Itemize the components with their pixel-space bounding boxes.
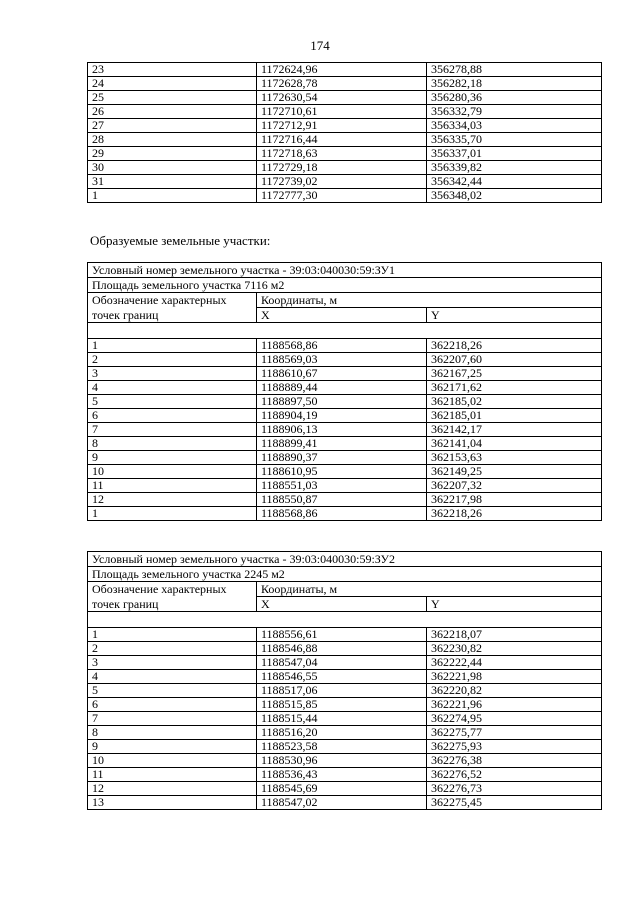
y-coordinate-cell: 362142,17: [427, 423, 602, 437]
point-number-cell: 1: [88, 339, 257, 353]
x-coordinate-cell: 1188547,02: [257, 796, 427, 810]
y-coordinate-cell: 362222,44: [427, 656, 602, 670]
x-coordinate-cell: 1188515,44: [257, 712, 427, 726]
table-row: [88, 768, 602, 782]
table-row: [88, 395, 602, 409]
parcel-title: Условный номер земельного участка - 39:03:040030:59:ЗУ2: [88, 552, 602, 567]
y-coordinate-cell: 356282,18: [427, 77, 602, 91]
y-coordinate-cell: 362274,95: [427, 712, 602, 726]
y-column-header: Y: [427, 308, 602, 323]
point-number-cell: 1: [88, 507, 257, 521]
point-number-cell: 24: [88, 77, 257, 91]
x-coordinate-cell: 1188546,88: [257, 642, 427, 656]
point-number-cell: 10: [88, 465, 257, 479]
coordinates-header: Координаты, м: [257, 293, 602, 308]
table-row: [88, 726, 602, 740]
table-row: [88, 628, 602, 642]
point-number-cell: 28: [88, 133, 257, 147]
y-coordinate-cell: 362275,45: [427, 796, 602, 810]
y-coordinate-cell: 362275,77: [427, 726, 602, 740]
y-coordinate-cell: 362218,07: [427, 628, 602, 642]
table-row: [88, 367, 602, 381]
x-coordinate-cell: 1188890,37: [257, 451, 427, 465]
y-coordinate-cell: 362276,73: [427, 782, 602, 796]
point-number-cell: 5: [88, 395, 257, 409]
point-number-cell: 9: [88, 451, 257, 465]
x-coordinate-cell: 1172710,61: [257, 105, 427, 119]
y-coordinate-cell: 356332,79: [427, 105, 602, 119]
table-row: [88, 796, 602, 810]
point-number-cell: 8: [88, 726, 257, 740]
table-row: [88, 381, 602, 395]
y-coordinate-cell: 362185,01: [427, 409, 602, 423]
y-coordinate-cell: 362185,02: [427, 395, 602, 409]
y-coordinate-cell: 362171,62: [427, 381, 602, 395]
point-number-cell: 4: [88, 381, 257, 395]
x-coordinate-cell: 1188550,87: [257, 493, 427, 507]
parcel-zu2-rows: [88, 628, 602, 810]
table-row: [88, 656, 602, 670]
x-coordinate-cell: 1172712,91: [257, 119, 427, 133]
point-number-cell: 8: [88, 437, 257, 451]
x-coordinate-cell: 1172777,30: [257, 189, 427, 203]
x-coordinate-cell: 1188610,95: [257, 465, 427, 479]
table-row: [88, 91, 602, 105]
point-number-cell: 11: [88, 479, 257, 493]
x-column-header: X: [257, 597, 427, 612]
point-designation-header-line2: точек границ: [88, 308, 257, 323]
y-coordinate-cell: 362218,26: [427, 339, 602, 353]
y-coordinate-cell: 356337,01: [427, 147, 602, 161]
point-number-cell: 3: [88, 367, 257, 381]
table-row: [88, 684, 602, 698]
point-number-cell: 26: [88, 105, 257, 119]
y-coordinate-cell: 362275,93: [427, 740, 602, 754]
x-coordinate-cell: 1188517,06: [257, 684, 427, 698]
x-coordinate-cell: 1188889,44: [257, 381, 427, 395]
point-number-cell: 1: [88, 189, 257, 203]
table-row: [88, 63, 602, 77]
table-row: [88, 782, 602, 796]
table-row: [88, 670, 602, 684]
y-coordinate-cell: 356278,88: [427, 63, 602, 77]
x-coordinate-cell: 1188515,85: [257, 698, 427, 712]
point-number-cell: 6: [88, 698, 257, 712]
y-coordinate-cell: 356348,02: [427, 189, 602, 203]
parcel-area: Площадь земельного участка 7116 м2: [88, 278, 602, 293]
x-coordinate-cell: 1188530,96: [257, 754, 427, 768]
point-number-cell: 4: [88, 670, 257, 684]
table-row: [88, 339, 602, 353]
y-coordinate-cell: 356280,36: [427, 91, 602, 105]
coordinates-header: Координаты, м: [257, 582, 602, 597]
table-row: [88, 189, 602, 203]
continuation-table-body: [88, 63, 602, 203]
x-coordinate-cell: 1188610,67: [257, 367, 427, 381]
table-row: [88, 712, 602, 726]
table-row: [88, 754, 602, 768]
table-row: [88, 437, 602, 451]
point-number-cell: 6: [88, 409, 257, 423]
x-coordinate-cell: 1188568,86: [257, 507, 427, 521]
point-number-cell: 2: [88, 642, 257, 656]
table-row: [88, 479, 602, 493]
y-coordinate-cell: 356339,82: [427, 161, 602, 175]
table-row: [88, 147, 602, 161]
point-number-cell: 29: [88, 147, 257, 161]
section-caption: Образуемые земельные участки:: [90, 233, 271, 248]
table-row: [88, 507, 602, 521]
x-coordinate-cell: 1188899,41: [257, 437, 427, 451]
table-row: [88, 353, 602, 367]
spacer-row: [88, 612, 602, 628]
x-coordinate-cell: 1188556,61: [257, 628, 427, 642]
y-column-header: Y: [427, 597, 602, 612]
parcel-zu1-table: [87, 262, 602, 521]
table-row: [88, 133, 602, 147]
point-number-cell: 13: [88, 796, 257, 810]
x-coordinate-cell: 1172718,63: [257, 147, 427, 161]
x-coordinate-cell: 1188546,55: [257, 670, 427, 684]
y-coordinate-cell: 356342,44: [427, 175, 602, 189]
y-coordinate-cell: 362276,38: [427, 754, 602, 768]
point-number-cell: 2: [88, 353, 257, 367]
y-coordinate-cell: 362207,60: [427, 353, 602, 367]
y-coordinate-cell: 362218,26: [427, 507, 602, 521]
point-designation-header: Обозначение характерных: [88, 582, 257, 597]
spacer-row: [88, 323, 602, 339]
point-number-cell: 30: [88, 161, 257, 175]
parcel-zu2-table: [87, 551, 602, 810]
table-row: [88, 105, 602, 119]
y-coordinate-cell: 362141,04: [427, 437, 602, 451]
table-row: [88, 451, 602, 465]
point-designation-header-line2: точек границ: [88, 597, 257, 612]
x-coordinate-cell: 1172630,54: [257, 91, 427, 105]
x-coordinate-cell: 1188568,86: [257, 339, 427, 353]
point-number-cell: 23: [88, 63, 257, 77]
y-coordinate-cell: 362153,63: [427, 451, 602, 465]
table-row: [88, 423, 602, 437]
point-designation-header: Обозначение характерных: [88, 293, 257, 308]
x-coordinate-cell: 1172624,96: [257, 63, 427, 77]
point-number-cell: 7: [88, 712, 257, 726]
table-row: [88, 161, 602, 175]
y-coordinate-cell: 362149,25: [427, 465, 602, 479]
point-number-cell: 12: [88, 493, 257, 507]
y-coordinate-cell: 356335,70: [427, 133, 602, 147]
y-coordinate-cell: 362276,52: [427, 768, 602, 782]
table-row: [88, 409, 602, 423]
point-number-cell: 3: [88, 656, 257, 670]
x-coordinate-cell: 1188551,03: [257, 479, 427, 493]
y-coordinate-cell: 362221,98: [427, 670, 602, 684]
y-coordinate-cell: 362221,96: [427, 698, 602, 712]
point-number-cell: 1: [88, 628, 257, 642]
parcel-area: Площадь земельного участка 2245 м2: [88, 567, 602, 582]
table-row: [88, 740, 602, 754]
x-coordinate-cell: 1172739,02: [257, 175, 427, 189]
point-number-cell: 31: [88, 175, 257, 189]
x-coordinate-cell: 1188545,69: [257, 782, 427, 796]
x-coordinate-cell: 1172729,18: [257, 161, 427, 175]
table-row: [88, 493, 602, 507]
y-coordinate-cell: 356334,03: [427, 119, 602, 133]
table-row: [88, 465, 602, 479]
x-coordinate-cell: 1188536,43: [257, 768, 427, 782]
x-coordinate-cell: 1188523,58: [257, 740, 427, 754]
y-coordinate-cell: 362230,82: [427, 642, 602, 656]
y-coordinate-cell: 362207,32: [427, 479, 602, 493]
table-row: [88, 77, 602, 91]
x-coordinate-cell: 1188904,19: [257, 409, 427, 423]
x-coordinate-cell: 1188516,20: [257, 726, 427, 740]
x-coordinate-cell: 1188906,13: [257, 423, 427, 437]
point-number-cell: 11: [88, 768, 257, 782]
table-row: [88, 175, 602, 189]
y-coordinate-cell: 362220,82: [427, 684, 602, 698]
x-coordinate-cell: 1188897,50: [257, 395, 427, 409]
page-number: 174: [310, 38, 330, 53]
parcel-title: Условный номер земельного участка - 39:03:040030:59:ЗУ1: [88, 263, 602, 278]
parcel-zu1-rows: [88, 339, 602, 521]
table-row: [88, 698, 602, 712]
point-number-cell: 5: [88, 684, 257, 698]
x-coordinate-cell: 1188547,04: [257, 656, 427, 670]
x-column-header: X: [257, 308, 427, 323]
continuation-coordinates-table: [87, 62, 602, 203]
point-number-cell: 9: [88, 740, 257, 754]
table-row: [88, 642, 602, 656]
point-number-cell: 12: [88, 782, 257, 796]
point-number-cell: 27: [88, 119, 257, 133]
point-number-cell: 10: [88, 754, 257, 768]
point-number-cell: 7: [88, 423, 257, 437]
x-coordinate-cell: 1188569,03: [257, 353, 427, 367]
x-coordinate-cell: 1172716,44: [257, 133, 427, 147]
y-coordinate-cell: 362217,98: [427, 493, 602, 507]
table-row: [88, 119, 602, 133]
x-coordinate-cell: 1172628,78: [257, 77, 427, 91]
point-number-cell: 25: [88, 91, 257, 105]
y-coordinate-cell: 362167,25: [427, 367, 602, 381]
